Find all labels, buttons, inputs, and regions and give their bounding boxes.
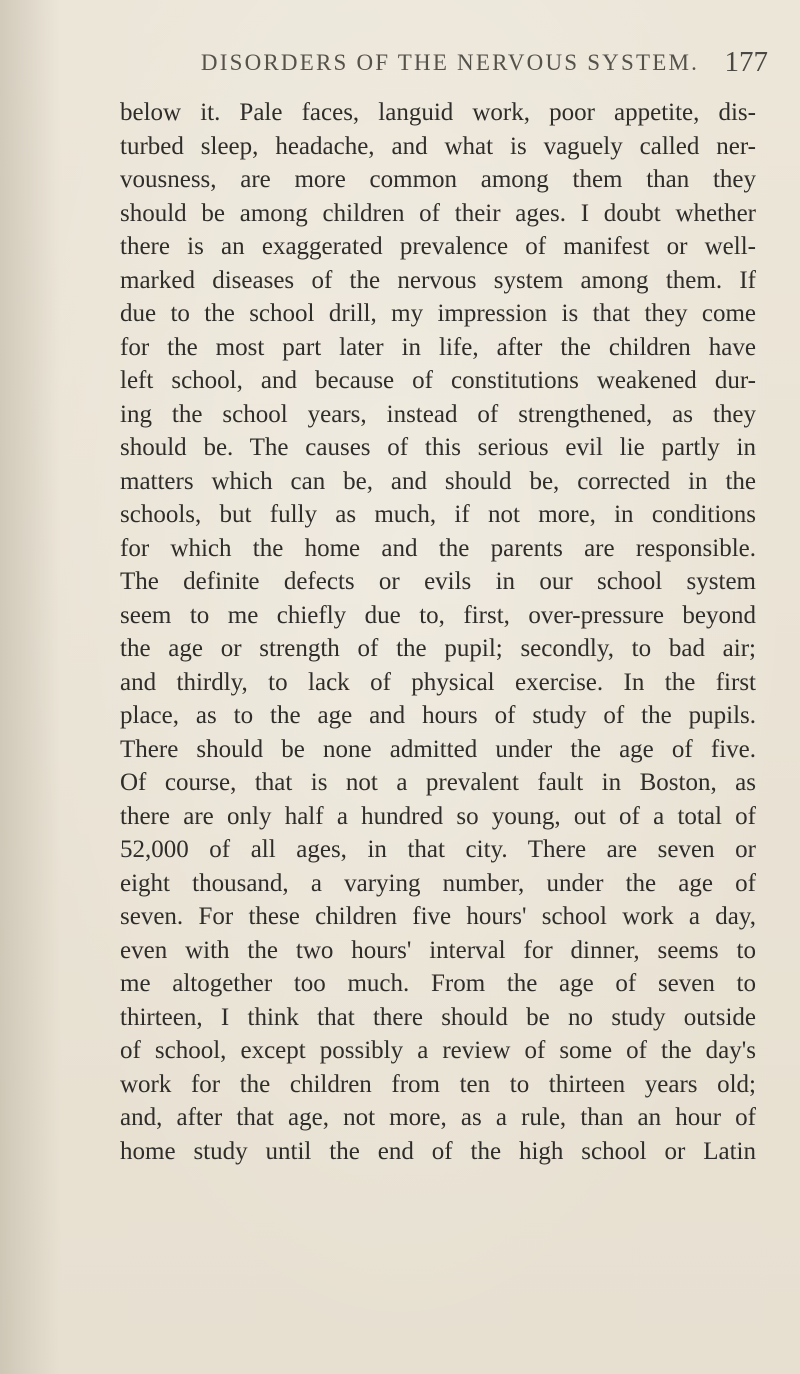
text-line: and, after that age, not more, as a rule, than an hour of (120, 1104, 756, 1131)
text-line: ing the school years, instead of strengthened, as they (120, 400, 756, 428)
text-line: should be among children of their ages. I doubt whether (120, 199, 756, 227)
text-line: 52,000 of all ages, in that city. There are seven or (120, 836, 756, 863)
text-line: place, as to the age and hours of study of the pupils. (120, 702, 756, 729)
text-line: vousness, are more common among them than they (120, 166, 756, 193)
text-line: due to the school drill, my impression is that they come (120, 300, 756, 327)
running-head-title: DISORDERS OF THE NERVOUS SYSTEM. (200, 50, 700, 75)
text-line: seem to me chiefly due to, first, over-pressure beyond (120, 601, 756, 629)
text-line: seven. For these children five hours' school work a day, (120, 903, 756, 930)
text-line: thirteen, I think that there should be no study outside (120, 1003, 756, 1031)
text-line: there are only half a hundred so young, out of a total of (120, 802, 756, 830)
text-line: for the most part later in life, after the children have (120, 333, 756, 361)
text-line: of school, except possibly a review of some of the day's (120, 1037, 756, 1064)
text-line: home study until the end of the high school or Latin (120, 1137, 756, 1165)
text-line: should be. The causes of this serious evil lie partly in (120, 434, 756, 461)
text-line: work for the children from ten to thirteen years old; (120, 1070, 756, 1098)
text-line: for which the home and the parents are responsible. (120, 534, 756, 562)
text-line: left school, and because of constitutions weakened dur- (120, 367, 756, 394)
text-line: The definite defects or evils in our school system (120, 568, 756, 595)
text-line: Of course, that is not a prevalent fault in Boston, as (120, 769, 756, 796)
text-line: me altogether too much. From the age of seven to (120, 970, 756, 997)
body-text (120, 96, 756, 1168)
text-line: matters which can be, and should be, corrected in the (120, 467, 756, 495)
text-line: eight thousand, a varying number, under the age of (120, 869, 756, 897)
text-line: there is an exaggerated prevalence of manifest or well- (120, 233, 756, 260)
page-number: 177 (724, 46, 768, 78)
text-line: There should be none admitted under the age of five. (120, 735, 756, 763)
running-head (132, 44, 768, 84)
text-line: the age or strength of the pupil; secondly, to bad air; (120, 635, 756, 662)
text-line: even with the two hours' interval for dinner, seems to (120, 936, 756, 964)
text-line: below it. Pale faces, languid work, poor appetite, dis- (120, 99, 756, 126)
text-line: schools, but fully as much, if not more, in conditions (120, 501, 756, 528)
text-line: marked diseases of the nervous system among them. If (120, 266, 756, 294)
text-line: and thirdly, to lack of physical exercise. In the first (120, 668, 756, 696)
text-line: turbed sleep, headache, and what is vaguely called ner- (120, 132, 756, 160)
